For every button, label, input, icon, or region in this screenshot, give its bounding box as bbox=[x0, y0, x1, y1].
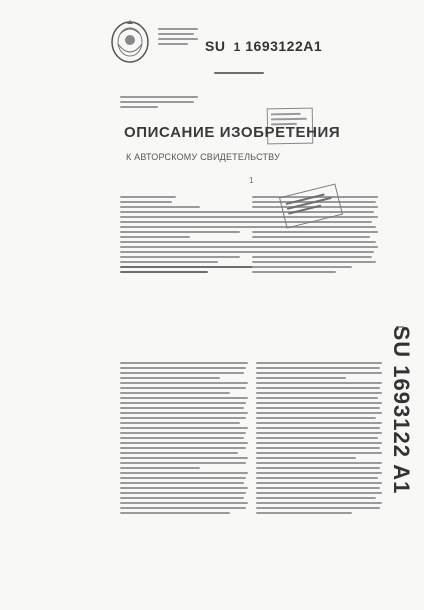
patent-number: SU 1 1693122A1 bbox=[205, 38, 323, 54]
body-text-right bbox=[256, 362, 384, 517]
body-text-left bbox=[120, 362, 250, 517]
document-subtitle: К АВТОРСКОМУ СВИДЕТЕЛЬСТВУ bbox=[126, 152, 281, 162]
state-emblem-icon bbox=[110, 20, 150, 64]
issuer-header-text bbox=[158, 28, 200, 48]
ipc-classification bbox=[214, 72, 274, 77]
document-title: ОПИСАНИЕ ИЗОБРЕТЕНИЯ bbox=[124, 124, 341, 141]
bibliographic-data bbox=[120, 196, 270, 276]
side-patent-number: SU 1693122 A1 bbox=[389, 325, 414, 495]
state-committee-text bbox=[120, 96, 200, 111]
column-number: 1 bbox=[249, 176, 254, 185]
